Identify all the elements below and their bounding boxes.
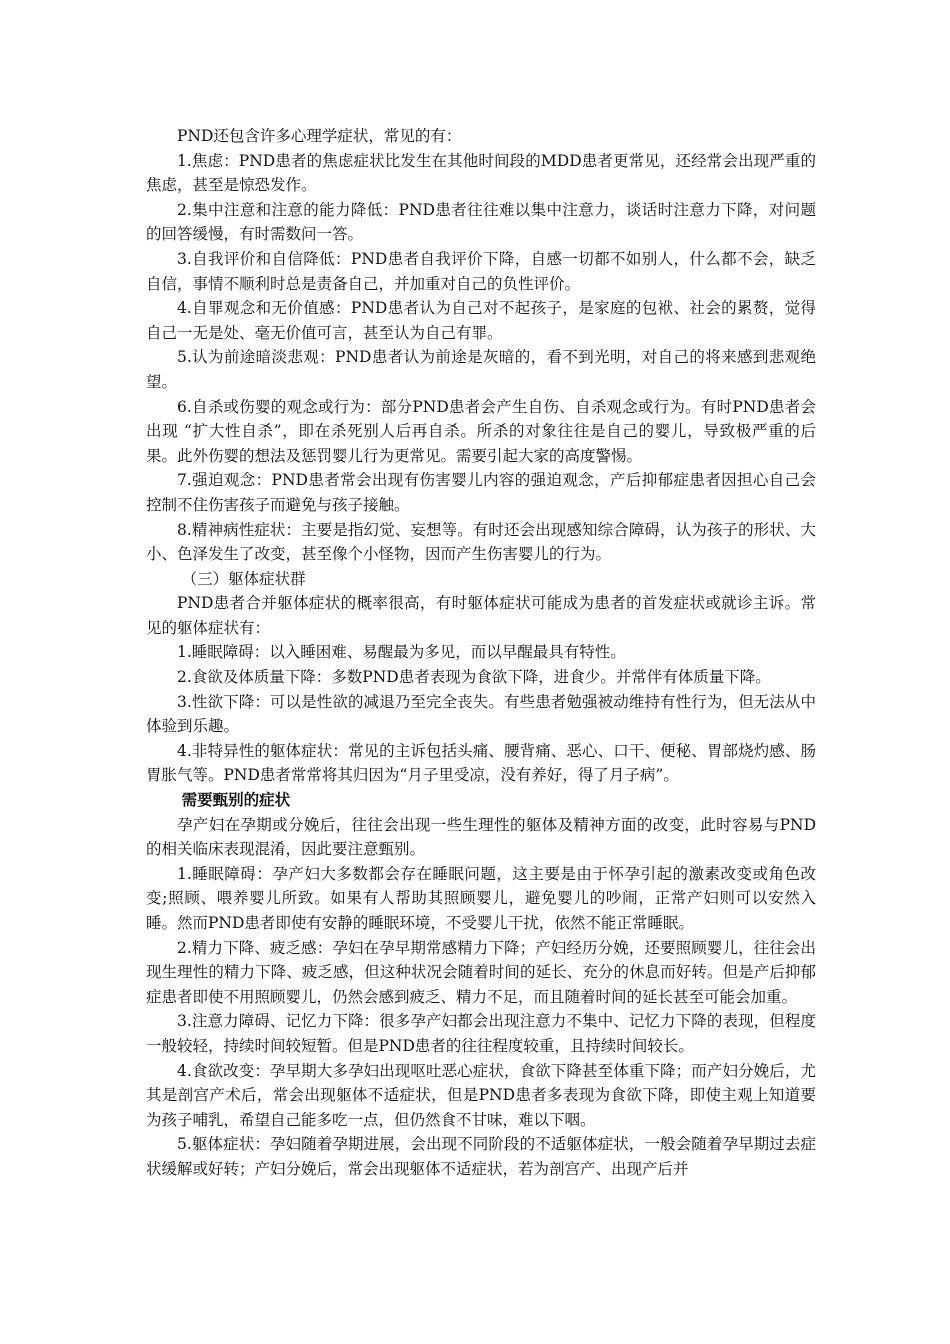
list-item: 7.强迫观念：PND患者常会出现有伤害婴儿内容的强迫观念，产后抑郁症患者因担心自己会控制不住伤害孩子而避免与孩子接触。 (146, 471, 816, 514)
list-item: 3.自我评价和自信降低：PND患者自我评价下降，自感一切都不如别人，什么都不会，缺乏自信，事情不顺利时总是责备自己，并加重对自己的负性评价。 (146, 249, 816, 293)
list-item: 5.认为前途暗淡悲观：PND患者认为前途是灰暗的，看不到光明，对自己的将来感到悲观绝望。 (146, 348, 816, 391)
list-item: 8.精神病性症状：主要是指幻觉、妄想等。有时还会出现感知综合障碍，认为孩子的形状、大小、色泽发生了改变，甚至像个小怪物，因而产生伤害婴儿的行为。 (146, 520, 816, 564)
list-item: 5.躯体症状：孕妇随着孕期进展，会出现不同阶段的不适躯体症状，一般会随着孕早期过去症状缓解或好转；产妇分娩后，常会出现躯体不适症状，若为剖宫产、出现产后并 (146, 1135, 816, 1178)
list-item: 1.焦虑：PND患者的焦虑症状比发生在其他时间段的MDD患者更常见，还经常会出现严重的焦虑，甚至是惊恐发作。 (146, 151, 816, 195)
list-item: 4.自罪观念和无价值感：PND患者认为自己对不起孩子，是家庭的包袱、社会的累赘，觉得自己一无是处、毫无价值可言，甚至认为自己有罪。 (146, 299, 816, 342)
list-item: 4.非特异性的躯体症状：常见的主诉包括头痛、腰背痛、恶心、口干、便秘、胃部烧灼感、肠胃胀气等。PND患者常常将其归因为“月子里受凉，没有养好，得了月子病”。 (146, 741, 816, 785)
list-item: 3.注意力障碍、记忆力下降：很多孕产妇都会出现注意力不集中、记忆力下降的表现，但程度一般较轻，持续时间较短暂。但是PND患者的往往程度较重，且持续时间较长。 (146, 1012, 816, 1055)
list-item: 2.精力下降、疲乏感：孕妇在孕早期常感精力下降；产妇经历分娩，还要照顾婴儿，往往会出现生理性的精力下降、疲乏感，但这种状况会随着时间的延长、充分的休息而好转。但是产后抑郁症患者即使不用照顾婴儿，仍然会感到疲乏、精力不足，而且随着时间的延长甚至可能会加重。 (146, 938, 816, 1006)
list-item: 2.食欲及体质量下降：多数PND患者表现为食欲下降，进食少。并常伴有体质量下降。 (177, 668, 771, 687)
paragraph: 孕产妇在孕期或分娩后，往往会出现一些生理性的躯体及精神方面的改变，此时容易与PND的相关临床表现混淆，因此要注意甄别。 (146, 815, 816, 859)
section-heading: 需要甄别的症状 (181, 790, 291, 810)
section-subheading: （三）躯体症状群 (181, 569, 306, 588)
list-item: 4.食欲改变：孕早期大多孕妇出现呕吐恶心症状，食欲下降甚至体重下降；而产妇分娩后，尤其是剖宫产术后，常会出现躯体不适症状，但是PND患者多表现为食欲下降，即使主观上知道要为孩子哺乳，希望自己能多吃一点，但仍然食不甘味，难以下咽。 (146, 1061, 816, 1129)
paragraph: PND患者合并躯体症状的概率很高，有时躯体症状可能成为患者的首发症状或就诊主诉。常见的躯体症状有： (146, 594, 816, 637)
document-page (146, 124, 816, 1182)
list-item: 1.睡眠障碍：孕产妇大多数都会存在睡眠问题，这主要是由于怀孕引起的激素改变或角色改变;照顾、喂养婴儿所致。如果有人帮助其照顾婴儿，避免婴儿的吵闹，正常产妇则可以安然入睡。然而PND患者即使有安静的睡眠环境，不受婴儿干扰，依然不能正常睡眠。 (146, 864, 816, 932)
list-item: 1.睡眠障碍：以入睡困难、易醒最为多见，而以早醒最具有特性。 (177, 643, 626, 662)
paragraph: PND还包含许多心理学症状，常见的有： (177, 127, 462, 145)
list-item: 2.集中注意和注意的能力降低：PND患者往往难以集中注意力，谈话时注意力下降，对问题的回答缓慢，有时需数问一答。 (146, 200, 816, 244)
list-item: 6.自杀或伤婴的观念或行为：部分PND患者会产生自伤、自杀观念或行为。有时PND患者会出现 “扩大性自杀”，即在杀死别人后再自杀。所杀的对象往往是自己的婴儿，导致极严重的后果。此外伤婴的想法及惩罚婴儿行为更常见。需要引起大家的高度警惕。 (146, 397, 816, 465)
list-item: 3.性欲下降：可以是性欲的减退乃至完全丧失。有些患者勉强被动维持有性行为，但无法从中体验到乐趣。 (146, 692, 816, 736)
